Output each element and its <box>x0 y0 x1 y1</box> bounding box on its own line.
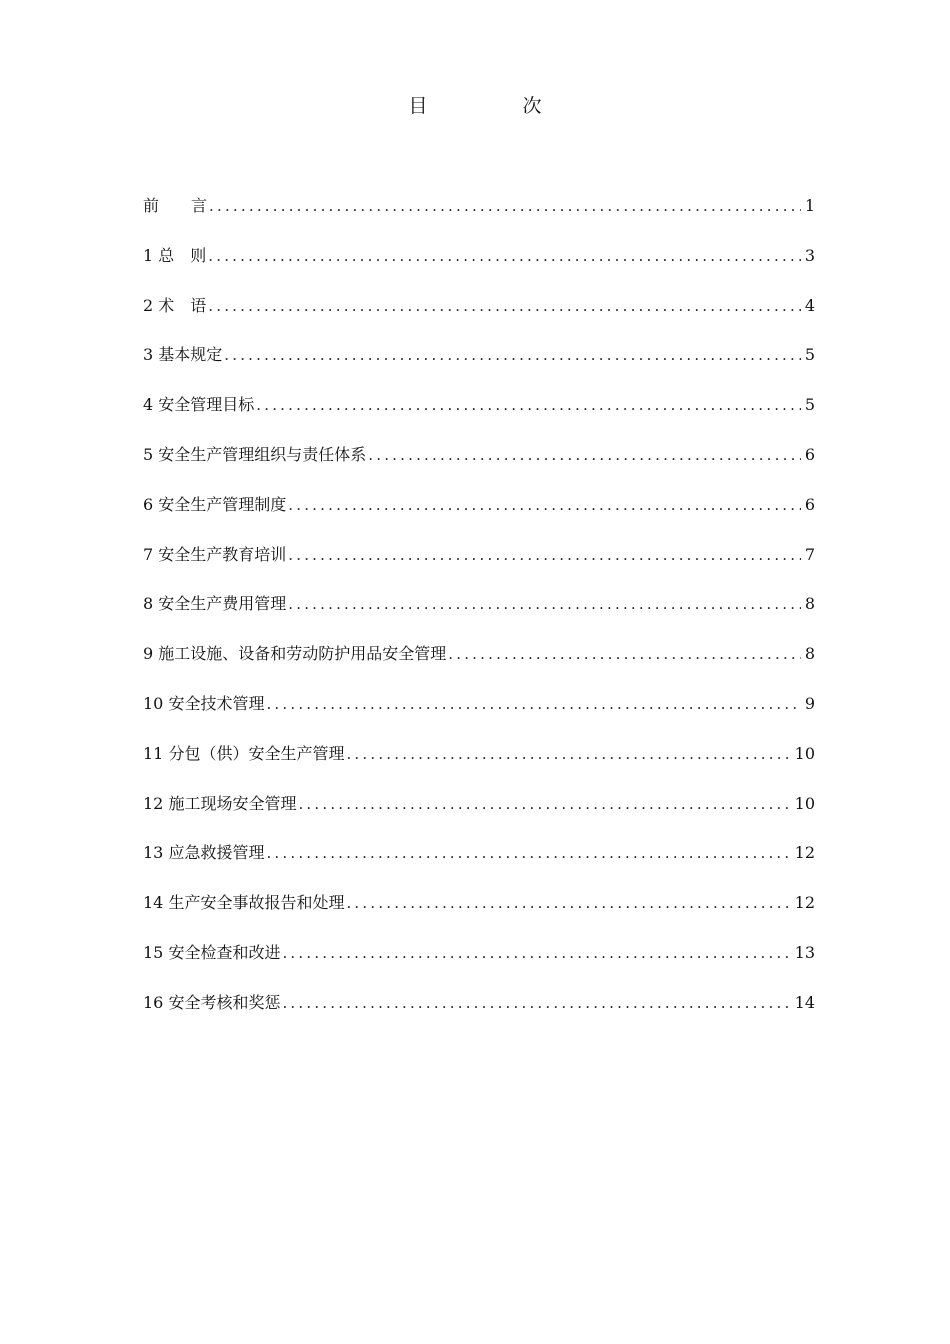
toc-entry-label: 6 安全生产管理制度 <box>143 494 287 514</box>
toc-entry-12[interactable] <box>143 790 815 840</box>
toc-entry-13[interactable] <box>143 839 815 889</box>
toc-dot-leader <box>208 242 801 270</box>
toc-dot-leader <box>288 541 801 569</box>
toc-entry-label: 8 安全生产费用管理 <box>143 594 287 614</box>
toc-page-number: 6 <box>804 494 815 514</box>
toc-page-number: 12 <box>794 843 815 863</box>
toc-dot-leader <box>368 441 801 469</box>
toc-dot-leader <box>346 889 790 917</box>
toc-entry-3[interactable] <box>143 341 815 391</box>
toc-dot-leader <box>288 491 801 519</box>
toc-page-number: 6 <box>804 444 815 464</box>
toc-dot-leader <box>224 341 801 369</box>
toc-page-number: 13 <box>794 942 815 962</box>
toc-entry-16[interactable] <box>143 989 815 1039</box>
toc-entry-label: 5 安全生产管理组织与责任体系 <box>143 444 367 464</box>
toc-page-number: 1 <box>804 196 815 215</box>
toc-page-number: 5 <box>804 345 815 365</box>
toc-entry-14[interactable] <box>143 889 815 939</box>
toc-entry-label: 10 安全技术管理 <box>143 693 265 713</box>
page-title: 目 次 <box>408 95 580 117</box>
toc-entry-9[interactable] <box>143 640 815 690</box>
toc-entry-label: 16 安全考核和奖惩 <box>143 992 281 1012</box>
toc-entry-label: 2 术 语 <box>143 295 207 315</box>
toc-entry-7[interactable] <box>143 541 815 591</box>
toc-entry-label: 7 安全生产教育培训 <box>143 544 287 564</box>
toc-dot-leader <box>282 989 790 1017</box>
toc-page-number: 10 <box>794 743 815 763</box>
toc-entry-2[interactable] <box>143 292 815 342</box>
toc-dot-leader <box>448 640 801 668</box>
toc-entry-label: 4 安全管理目标 <box>143 395 255 415</box>
toc-dot-leader <box>266 690 800 718</box>
toc-page-number: 8 <box>804 644 815 664</box>
toc-entry-11[interactable] <box>143 740 815 790</box>
toc-entry-5[interactable] <box>143 441 815 491</box>
toc-dot-leader <box>208 292 801 320</box>
toc-entry-label: 15 安全检查和改进 <box>143 942 281 962</box>
toc-dot-leader <box>282 939 790 967</box>
toc-entry-label: 前 言 <box>143 196 208 215</box>
toc-entry-8[interactable] <box>143 590 815 640</box>
toc-entry-1[interactable] <box>143 242 815 292</box>
toc-page-number: 7 <box>804 544 815 564</box>
toc-entry-6[interactable] <box>143 491 815 541</box>
toc-entry-label: 9 施工设施、设备和劳动防护用品安全管理 <box>143 644 447 664</box>
toc-page-number: 12 <box>794 893 815 913</box>
toc-entry-foreword[interactable] <box>143 192 815 242</box>
toc-page-number: 8 <box>804 594 815 614</box>
toc-dot-leader <box>288 590 801 618</box>
toc-entry-label: 1 总 则 <box>143 245 207 265</box>
toc-entry-label: 12 施工现场安全管理 <box>143 793 297 813</box>
table-of-contents <box>143 192 815 1039</box>
toc-dot-leader <box>256 391 801 419</box>
toc-page-number: 9 <box>804 693 815 713</box>
toc-entry-label: 14 生产安全事故报告和处理 <box>143 893 345 913</box>
toc-entry-10[interactable] <box>143 690 815 740</box>
toc-page-number: 14 <box>794 992 815 1012</box>
toc-dot-leader <box>209 192 801 220</box>
toc-dot-leader <box>346 740 790 768</box>
toc-entry-label: 11 分包（供）安全生产管理 <box>143 743 345 763</box>
toc-entry-15[interactable] <box>143 939 815 989</box>
toc-page-number: 10 <box>794 793 815 813</box>
toc-page-number: 4 <box>804 295 815 315</box>
toc-dot-leader <box>298 790 790 818</box>
toc-entry-label: 13 应急救援管理 <box>143 843 265 863</box>
toc-entry-label: 3 基本规定 <box>143 345 223 365</box>
toc-page-number: 5 <box>804 395 815 415</box>
toc-page-number: 3 <box>804 245 815 265</box>
toc-entry-4[interactable] <box>143 391 815 441</box>
toc-dot-leader <box>266 839 790 867</box>
